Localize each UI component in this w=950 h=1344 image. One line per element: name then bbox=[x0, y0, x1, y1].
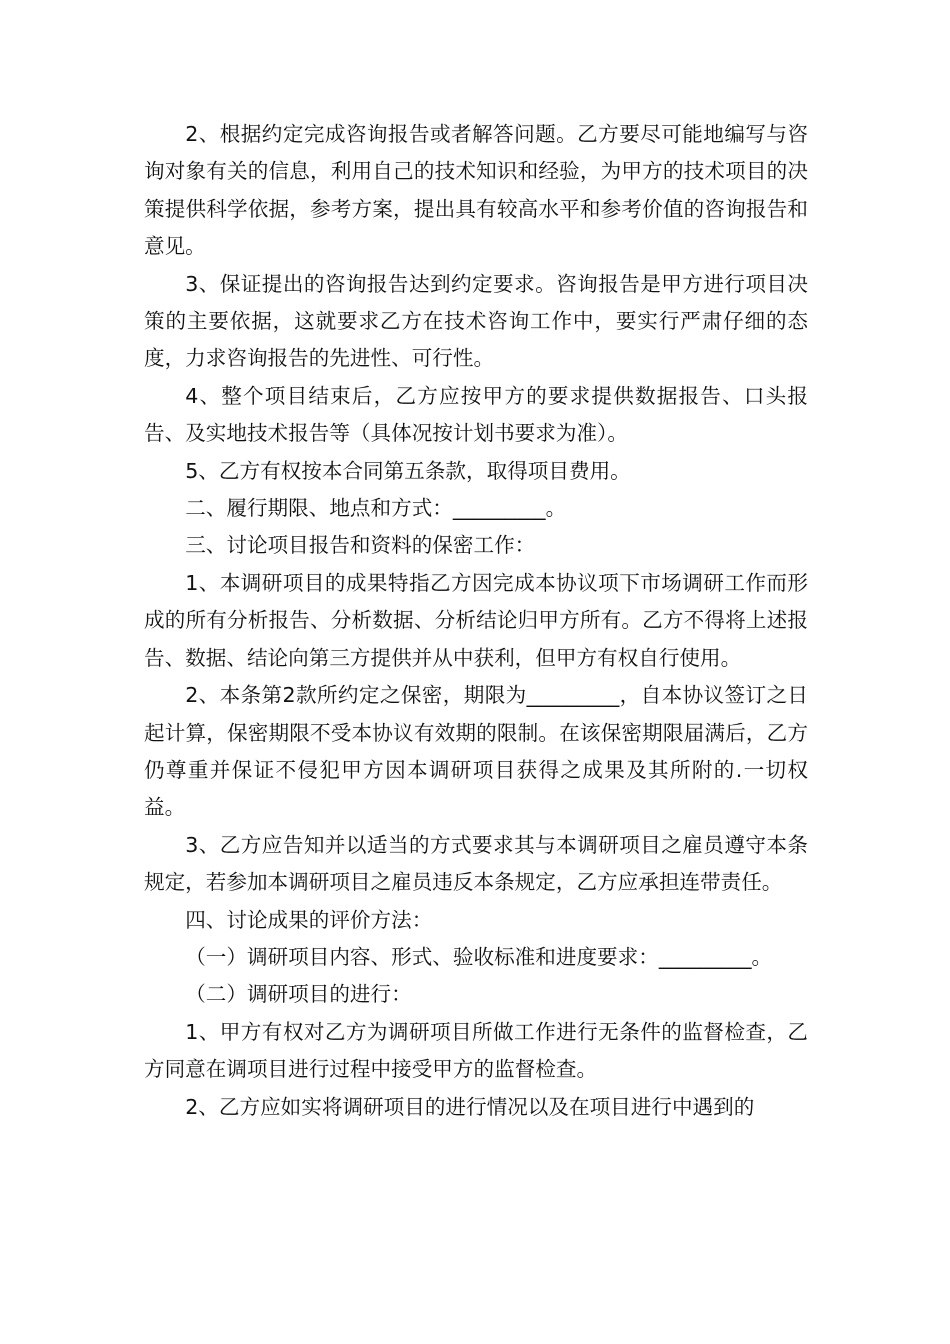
paragraph-confidentiality-2-term: 2、本条第2款所约定之保密，期限为_________，自本协议签订之日起计算，保密期限不受本协议有效期的限制。在该保密期限届满后，乙方仍尊重并保证不侵犯甲方因本调研项目获得之成果及其所附的.一切权益。 bbox=[144, 683, 808, 820]
paragraph-item-4-reports-after-project: 4、整个项目结束后，乙方应按甲方的要求提供数据报告、口头报告、及实地技术报告等（具体况按计划书要求为准）。 bbox=[144, 383, 808, 446]
paragraph-progress-1-supervision: 1、甲方有权对乙方为调研项目所做工作进行无条件的监督检查，乙方同意在调项目进行过程中接受甲方的监督检查。 bbox=[144, 1019, 808, 1082]
section-heading-evaluation-method: 四、讨论成果的评价方法： bbox=[185, 907, 433, 932]
document-body bbox=[144, 116, 808, 1126]
section-heading-confidentiality: 三、讨论项目报告和资料的保密工作： bbox=[185, 533, 536, 558]
paragraph-item-5-project-fee: 5、乙方有权按本合同第五条款，取得项目费用。 bbox=[185, 458, 631, 483]
subsection-project-content-requirements: （一）调研项目内容、形式、验收标准和进度要求：_________。 bbox=[185, 944, 773, 969]
paragraph-item-2-consulting-report: 2、根据约定完成咨询报告或者解答问题。乙方要尽可能地编写与咨询对象有关的信息，利用自己的技术知识和经验，为甲方的技术项目的决策提供科学依据，参考方案，提出具有较高水平和参考价值的咨询报告和意见。 bbox=[144, 122, 808, 259]
subsection-project-progress: （二）调研项目的进行： bbox=[185, 982, 412, 1007]
paragraph-item-3-report-requirements: 3、保证提出的咨询报告达到约定要求。咨询报告是甲方进行项目决策的主要依据，这就要求乙方在技术咨询工作中，要实行严肃仔细的态度，力求咨询报告的先进性、可行性。 bbox=[144, 271, 808, 371]
paragraph-confidentiality-3-employees: 3、乙方应告知并以适当的方式要求其与本调研项目之雇员遵守本条规定，若参加本调研项目之雇员违反本条规定，乙方应承担连带责任。 bbox=[144, 832, 808, 895]
paragraph-confidentiality-1-results-ownership: 1、本调研项目的成果特指乙方因完成本协议项下市场调研工作而形成的所有分析报告、分析数据、分析结论归甲方所有。乙方不得将上述报告、数据、结论向第三方提供并从中获利，但甲方有权自行使用。 bbox=[144, 570, 808, 670]
paragraph-progress-2-report-status: 2、乙方应如实将调研项目的进行情况以及在项目进行中遇到的 bbox=[185, 1094, 755, 1119]
section-heading-performance-terms: 二、履行期限、地点和方式：_________。 bbox=[185, 496, 567, 521]
